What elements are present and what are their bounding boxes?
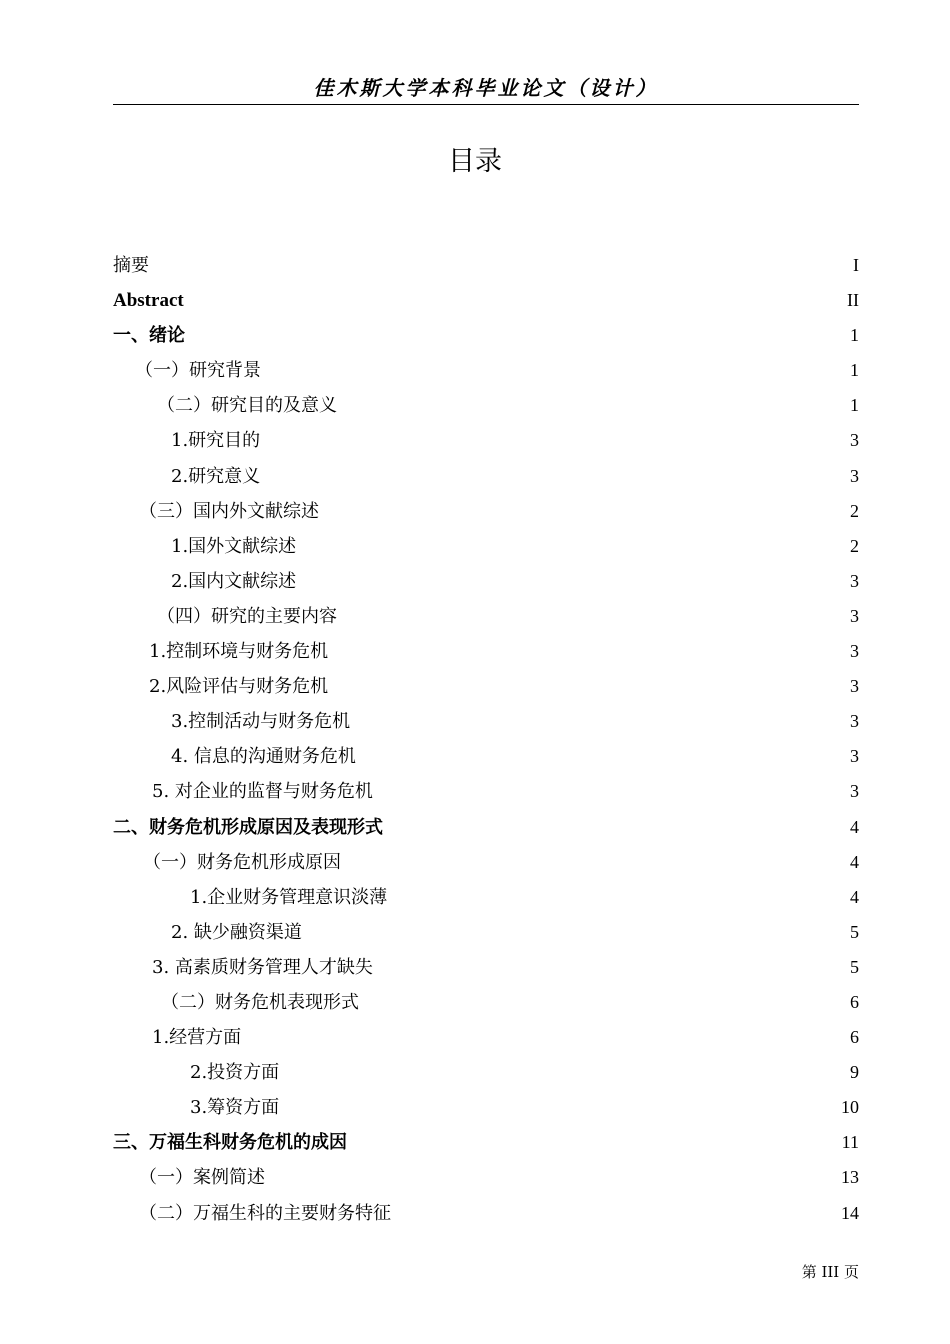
toc-entry-label: 三、万福生科财务危机的成因 xyxy=(113,1132,347,1154)
toc-entry-subsection[interactable] xyxy=(113,564,859,599)
toc-entry-page: 14 xyxy=(841,1202,859,1223)
toc-entry-page: 4 xyxy=(850,886,859,907)
toc-entry-label: 1.经营方面 xyxy=(152,1027,242,1049)
toc-entry-label: （一）研究背景 xyxy=(135,360,261,382)
toc-entry-label: 2. 缺少融资渠道 xyxy=(171,921,302,943)
toc-entry-page: 3 xyxy=(850,430,859,451)
toc-entry-page: 1 xyxy=(850,395,859,416)
toc-entry-subsection[interactable] xyxy=(113,950,859,985)
toc-entry-page: 5 xyxy=(850,921,859,942)
toc-entry-label: 2.研究意义 xyxy=(171,465,261,487)
toc-entry-label: 2.投资方面 xyxy=(190,1062,280,1084)
toc-entry-page: 3 xyxy=(850,676,859,697)
toc-entry-section[interactable] xyxy=(113,1196,859,1231)
toc-entry-chapter-1[interactable] xyxy=(113,318,859,353)
page-title: 目录 xyxy=(448,146,502,177)
toc-entry-abstract-en[interactable] xyxy=(113,283,859,318)
toc-entry-subsection[interactable] xyxy=(113,774,859,809)
toc-entry-section[interactable] xyxy=(113,1160,859,1195)
toc-entry-label: （三）国内外文献综述 xyxy=(139,500,319,522)
toc-entry-label: 一、绪论 xyxy=(113,325,185,347)
toc-entry-label: 摘要 xyxy=(113,255,149,276)
toc-entry-label: 1.控制环境与财务危机 xyxy=(149,641,329,663)
toc-entry-page: 1 xyxy=(850,360,859,381)
toc-entry-page: 3 xyxy=(850,711,859,732)
toc-entry-page: 3 xyxy=(850,746,859,767)
toc-entry-page: 6 xyxy=(850,1027,859,1048)
toc-entry-section[interactable] xyxy=(113,845,859,880)
toc-entry-page: 4 xyxy=(850,851,859,872)
toc-entry-label: （四）研究的主要内容 xyxy=(157,605,337,627)
toc-entry-section[interactable] xyxy=(113,494,859,529)
toc-entry-label: 3.控制活动与财务危机 xyxy=(171,711,351,733)
toc-entry-page: 3 xyxy=(850,641,859,662)
toc-entry-subsection[interactable] xyxy=(113,669,859,704)
toc-entry-label: （二）研究目的及意义 xyxy=(157,395,337,417)
toc-entry-label: （二）财务危机表现形式 xyxy=(161,991,359,1013)
toc-entry-page: 2 xyxy=(850,535,859,556)
toc-entry-page: 3 xyxy=(850,781,859,802)
toc-entry-subsection[interactable] xyxy=(113,915,859,950)
toc-entry-chapter-2[interactable] xyxy=(113,810,859,845)
toc-entry-page: II xyxy=(847,290,859,311)
page-number-footer: 第 III 页 xyxy=(801,1263,859,1281)
toc-entry-abstract-cn[interactable] xyxy=(113,248,859,283)
table-of-contents xyxy=(113,248,859,1231)
toc-entry-subsection[interactable] xyxy=(113,1055,859,1090)
toc-entry-label: 1.企业财务管理意识淡薄 xyxy=(190,886,388,908)
toc-entry-page: 4 xyxy=(850,816,859,837)
toc-entry-subsection[interactable] xyxy=(113,529,859,564)
toc-entry-section[interactable] xyxy=(113,985,859,1020)
toc-entry-chapter-3[interactable] xyxy=(113,1125,859,1160)
toc-entry-label: 3. 高素质财务管理人才缺失 xyxy=(152,956,373,978)
toc-entry-label: 3.筹资方面 xyxy=(190,1097,280,1119)
toc-entry-label: Abstract xyxy=(113,290,184,312)
toc-entry-page: 3 xyxy=(850,570,859,591)
toc-entry-page: 2 xyxy=(850,500,859,521)
toc-entry-label: （一）财务危机形成原因 xyxy=(143,851,341,873)
toc-entry-section[interactable] xyxy=(113,353,859,388)
toc-entry-page: 13 xyxy=(841,1167,859,1188)
toc-entry-label: 1.研究目的 xyxy=(171,430,261,452)
toc-entry-label: 2.国内文献综述 xyxy=(171,570,297,592)
toc-entry-label: 1.国外文献综述 xyxy=(171,535,297,557)
toc-entry-label: 二、财务危机形成原因及表现形式 xyxy=(113,816,383,838)
toc-entry-subsection[interactable] xyxy=(113,704,859,739)
toc-entry-subsection[interactable] xyxy=(113,1020,859,1055)
toc-entry-page: I xyxy=(853,255,859,275)
toc-entry-section[interactable] xyxy=(113,599,859,634)
toc-entry-page: 1 xyxy=(850,325,859,346)
toc-entry-subsection[interactable] xyxy=(113,423,859,458)
toc-entry-page: 10 xyxy=(841,1097,859,1118)
toc-entry-subsection[interactable] xyxy=(113,634,859,669)
toc-entry-label: 4. 信息的沟通财务危机 xyxy=(171,746,356,768)
toc-entry-label: （一）案例简述 xyxy=(139,1167,265,1189)
running-header xyxy=(113,72,859,105)
toc-entry-label: 2.风险评估与财务危机 xyxy=(149,676,329,698)
toc-entry-subsection[interactable] xyxy=(113,459,859,494)
toc-entry-section[interactable] xyxy=(113,388,859,423)
toc-entry-page: 11 xyxy=(841,1132,859,1153)
toc-entry-label: 5. 对企业的监督与财务危机 xyxy=(152,781,373,803)
toc-entry-subsection[interactable] xyxy=(113,739,859,774)
toc-entry-page: 6 xyxy=(850,991,859,1012)
toc-entry-subsection[interactable] xyxy=(113,880,859,915)
toc-entry-subsection[interactable] xyxy=(113,1090,859,1125)
toc-entry-page: 5 xyxy=(850,956,859,977)
toc-entry-page: 3 xyxy=(850,605,859,626)
toc-entry-page: 9 xyxy=(850,1062,859,1083)
header-title: 佳木斯大学本科毕业论文（设计） xyxy=(313,76,659,100)
toc-entry-page: 3 xyxy=(850,465,859,486)
toc-entry-label: （二）万福生科的主要财务特征 xyxy=(139,1202,391,1224)
